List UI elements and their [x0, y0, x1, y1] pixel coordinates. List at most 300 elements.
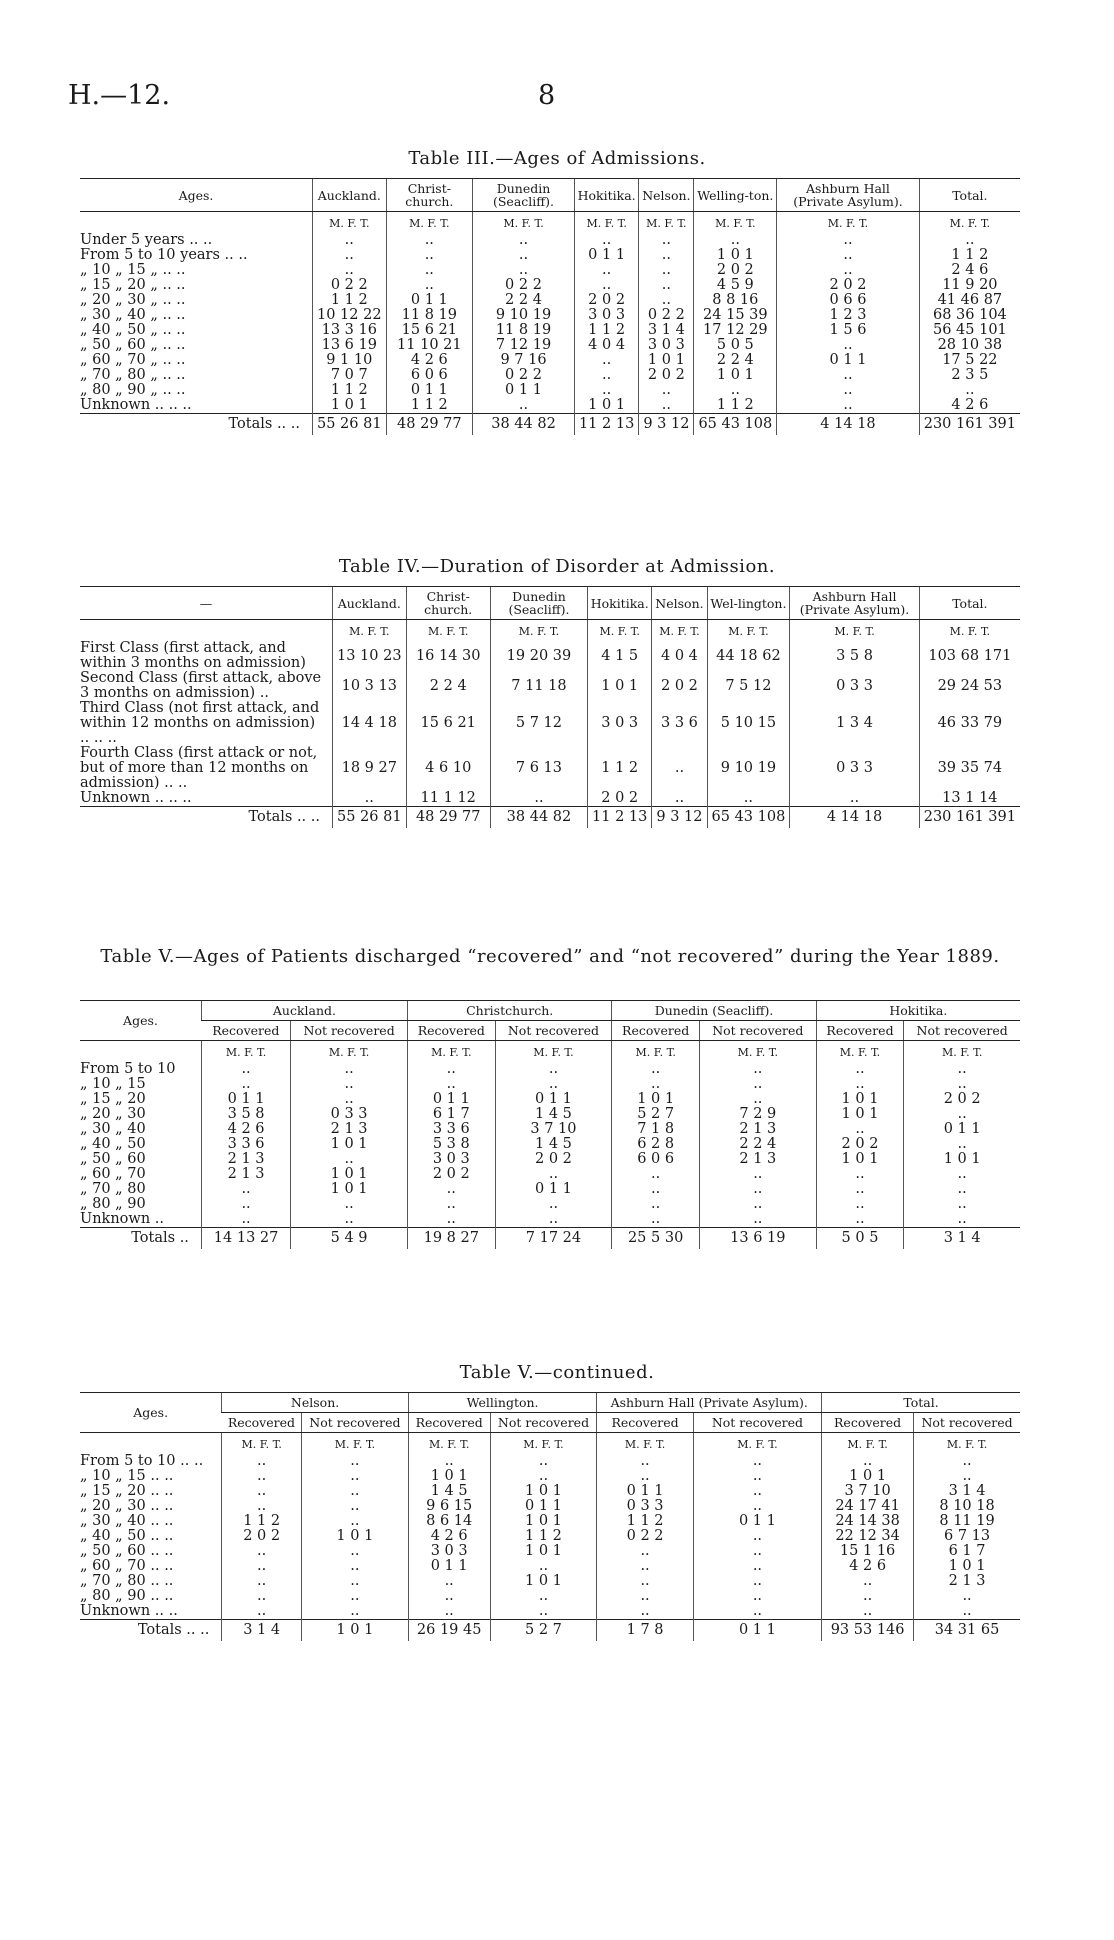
group-header: Ages.: [80, 1393, 222, 1433]
totals-label: Totals ..: [80, 1228, 201, 1250]
row-label: „ 20 „ 30 „ .. ..: [80, 292, 186, 308]
cell: ..: [693, 1454, 821, 1469]
cell: ..: [904, 1212, 1020, 1228]
cell: 0 3 3: [790, 671, 919, 701]
table5b-mft-row: [80, 1433, 1020, 1455]
cell: ..: [693, 1589, 821, 1604]
totals-cell: 65 43 108: [694, 414, 777, 436]
cell: ..: [699, 1182, 816, 1197]
cell: 1 1 2: [597, 1514, 693, 1529]
cell: 5 7 12: [490, 701, 587, 746]
sub-header: Not recovered: [291, 1021, 408, 1041]
cell: 1 4 5: [495, 1107, 612, 1122]
table4-title: Table IV.—Duration of Disorder at Admission.: [338, 556, 776, 577]
cell: ..: [301, 1589, 408, 1604]
cell: ..: [777, 368, 920, 383]
cell: 3 3 6: [652, 701, 707, 746]
cell: 4 2 6: [919, 398, 1020, 414]
cell: 7 0 7: [313, 368, 387, 383]
cell: ..: [597, 1604, 693, 1620]
cell: 1 0 1: [313, 398, 387, 414]
cell: ..: [473, 398, 575, 414]
cell: ..: [490, 1604, 597, 1620]
cell: ..: [574, 263, 638, 278]
row-label: Unknown .. ..: [80, 1603, 178, 1619]
totals-cell: 19 8 27: [407, 1228, 495, 1250]
table-row: [80, 1137, 1020, 1152]
group-header: Hokitika.: [816, 1001, 1020, 1021]
cell: ..: [301, 1559, 408, 1574]
cell: ..: [699, 1092, 816, 1107]
cell: ..: [222, 1574, 302, 1589]
mft-label: M. F. T.: [694, 212, 777, 234]
cell: 4 0 4: [574, 338, 638, 353]
cell: 2 0 2: [495, 1152, 612, 1167]
cell: 0 1 1: [408, 1559, 490, 1574]
cell: 0 1 1: [386, 383, 472, 398]
table-row: [80, 1107, 1020, 1122]
mft-label: M. F. T.: [597, 1433, 693, 1455]
cell: 1 0 1: [588, 671, 652, 701]
cell: ..: [301, 1454, 408, 1469]
cell: 1 0 1: [490, 1544, 597, 1559]
cell: ..: [919, 383, 1020, 398]
column-header: Dunedin (Seacliff).: [490, 587, 587, 620]
table-row: [80, 1574, 1020, 1589]
cell: ..: [612, 1197, 700, 1212]
cell: 9 10 19: [707, 746, 790, 791]
cell: 3 1 4: [639, 323, 694, 338]
cell: 28 10 38: [919, 338, 1020, 353]
cell: 2 1 3: [291, 1122, 408, 1137]
cell: 5 10 15: [707, 701, 790, 746]
cell: ..: [639, 398, 694, 414]
cell: ..: [816, 1122, 904, 1137]
cell: 0 1 1: [201, 1092, 290, 1107]
totals-cell: 1 0 1: [301, 1620, 408, 1642]
cell: ..: [914, 1454, 1020, 1469]
table-row: [80, 701, 1020, 746]
cell: 8 11 19: [914, 1514, 1020, 1529]
cell: 7 12 19: [473, 338, 575, 353]
cell: 2 2 4: [406, 671, 490, 701]
cell: ..: [222, 1484, 302, 1499]
cell: 19 20 39: [490, 641, 587, 671]
cell: 0 1 1: [495, 1182, 612, 1197]
mft-label: M. F. T.: [816, 1041, 904, 1063]
cell: 2 2 4: [473, 293, 575, 308]
cell: ..: [790, 791, 919, 807]
mft-label: M. F. T.: [707, 620, 790, 642]
cell: ..: [699, 1212, 816, 1228]
row-label: „ 50 „ 60 .. ..: [80, 1543, 174, 1559]
table-row: [80, 233, 1020, 248]
row-label: „ 80 „ 90 .. ..: [80, 1588, 174, 1604]
cell: 3 5 8: [201, 1107, 290, 1122]
cell: 8 8 16: [694, 293, 777, 308]
cell: ..: [904, 1197, 1020, 1212]
cell: ..: [904, 1167, 1020, 1182]
cell: ..: [777, 338, 920, 353]
cell: ..: [490, 1454, 597, 1469]
totals-cell: 5 0 5: [816, 1228, 904, 1250]
cell: 1 1 2: [313, 293, 387, 308]
cell: 1 0 1: [816, 1092, 904, 1107]
mft-label: M. F. T.: [919, 212, 1020, 234]
cell: ..: [313, 233, 387, 248]
cell: ..: [574, 278, 638, 293]
mft-label: M. F. T.: [914, 1433, 1020, 1455]
cell: ..: [904, 1077, 1020, 1092]
cell: ..: [693, 1529, 821, 1544]
cell: 9 1 10: [313, 353, 387, 368]
cell: ..: [386, 263, 472, 278]
sub-header: Recovered: [612, 1021, 700, 1041]
cell: ..: [639, 233, 694, 248]
column-header: Auckland.: [333, 587, 407, 620]
row-label: „ 10 „ 15 „ .. ..: [80, 262, 186, 278]
cell: 3 1 4: [914, 1484, 1020, 1499]
cell: 1 0 1: [490, 1514, 597, 1529]
cell: 0 1 1: [407, 1092, 495, 1107]
cell: 0 1 1: [597, 1484, 693, 1499]
cell: ..: [301, 1469, 408, 1484]
cell: 4 1 5: [588, 641, 652, 671]
row-label: „ 40 „ 50 „ .. ..: [80, 322, 186, 338]
cell: 1 0 1: [914, 1559, 1020, 1574]
cell: ..: [816, 1197, 904, 1212]
cell: ..: [301, 1514, 408, 1529]
cell: 0 2 2: [639, 308, 694, 323]
totals-cell: 25 5 30: [612, 1228, 700, 1250]
table-row: [80, 293, 1020, 308]
totals-cell: 93 53 146: [822, 1620, 914, 1642]
row-label: „ 15 „ 20 „ .. ..: [80, 277, 186, 293]
cell: ..: [699, 1197, 816, 1212]
cell: ..: [313, 248, 387, 263]
cell: ..: [408, 1589, 490, 1604]
cell: 56 45 101: [919, 323, 1020, 338]
page-id: H.—12.: [68, 80, 171, 111]
cell: 39 35 74: [919, 746, 1020, 791]
cell: 9 7 16: [473, 353, 575, 368]
table-row: [80, 368, 1020, 383]
cell: 2 2 4: [699, 1137, 816, 1152]
cell: 1 0 1: [639, 353, 694, 368]
cell: 16 14 30: [406, 641, 490, 671]
cell: 2 0 2: [816, 1137, 904, 1152]
row-label: Unknown .. .. ..: [80, 397, 192, 413]
table-row: [80, 1604, 1020, 1620]
cell: ..: [201, 1212, 290, 1228]
row-label: Unknown .. .. ..: [80, 790, 192, 806]
totals-cell: 13 6 19: [699, 1228, 816, 1250]
cell: 1 0 1: [408, 1469, 490, 1484]
cell: ..: [612, 1182, 700, 1197]
column-header: Auckland.: [313, 179, 387, 212]
mft-label: M. F. T.: [490, 1433, 597, 1455]
row-label: „ 60 „ 70 „ .. ..: [80, 352, 186, 368]
column-header: Christ-church.: [386, 179, 472, 212]
cell: 1 0 1: [490, 1574, 597, 1589]
table-row: [80, 263, 1020, 278]
cell: 0 2 2: [473, 368, 575, 383]
cell: 2 1 3: [699, 1152, 816, 1167]
table-row: [80, 1167, 1020, 1182]
cell: 15 6 21: [386, 323, 472, 338]
cell: 2 1 3: [201, 1152, 290, 1167]
mft-label: M. F. T.: [588, 620, 652, 642]
cell: 0 1 1: [693, 1514, 821, 1529]
cell: 11 1 12: [406, 791, 490, 807]
column-header: Nelson.: [639, 179, 694, 212]
cell: 1 0 1: [816, 1107, 904, 1122]
table-row: [80, 353, 1020, 368]
cell: 24 14 38: [822, 1514, 914, 1529]
cell: 0 6 6: [777, 293, 920, 308]
column-header: Ashburn Hall (Private Asylum).: [790, 587, 919, 620]
cell: 1 0 1: [574, 398, 638, 414]
mft-label: M. F. T.: [612, 1041, 700, 1063]
cell: 24 15 39: [694, 308, 777, 323]
mft-label: M. F. T.: [407, 1041, 495, 1063]
cell: ..: [693, 1559, 821, 1574]
sub-header: Not recovered: [495, 1021, 612, 1041]
cell: ..: [495, 1077, 612, 1092]
cell: 7 5 12: [707, 671, 790, 701]
cell: ..: [408, 1574, 490, 1589]
row-label: „ 20 „ 30 .. ..: [80, 1498, 174, 1514]
row-label: Third Class (not first attack, and within 12 months on admission) .. .. ..: [80, 700, 320, 746]
cell: 6 0 6: [386, 368, 472, 383]
totals-cell: 34 31 65: [914, 1620, 1020, 1642]
table-row: [80, 1499, 1020, 1514]
table-row: [80, 308, 1020, 323]
mft-label: M. F. T.: [495, 1041, 612, 1063]
cell: ..: [777, 248, 920, 263]
mft-label: M. F. T.: [652, 620, 707, 642]
totals-cell: 11 2 13: [574, 414, 638, 436]
cell: ..: [597, 1469, 693, 1484]
cell: 1 0 1: [301, 1529, 408, 1544]
group-header: Ages.: [80, 1001, 201, 1041]
cell: ..: [301, 1484, 408, 1499]
cell: 1 1 2: [313, 383, 387, 398]
cell: 6 1 7: [914, 1544, 1020, 1559]
cell: ..: [301, 1604, 408, 1620]
cell: 1 0 1: [694, 368, 777, 383]
cell: ..: [291, 1062, 408, 1077]
cell: 44 18 62: [707, 641, 790, 671]
column-header: Welling-ton.: [694, 179, 777, 212]
column-header: Total.: [919, 587, 1020, 620]
cell: 1 1 2: [919, 248, 1020, 263]
table5b: [80, 1392, 1020, 1641]
group-header: Dunedin (Seacliff).: [612, 1001, 816, 1021]
totals-cell: 3 1 4: [222, 1620, 302, 1642]
row-label: „ 40 „ 50: [80, 1136, 146, 1152]
cell: 3 0 3: [574, 308, 638, 323]
totals-cell: 38 44 82: [490, 807, 587, 829]
cell: ..: [201, 1077, 290, 1092]
cell: 3 0 3: [407, 1152, 495, 1167]
table-row: [80, 1197, 1020, 1212]
table-row: [80, 1529, 1020, 1544]
cell: 13 10 23: [333, 641, 407, 671]
cell: 2 0 2: [777, 278, 920, 293]
table-row: [80, 791, 1020, 807]
table4: [80, 586, 1020, 828]
cell: ..: [914, 1589, 1020, 1604]
totals-cell: 9 3 12: [639, 414, 694, 436]
cell: ..: [574, 233, 638, 248]
sub-header: Not recovered: [490, 1413, 597, 1433]
row-label: From 5 to 10 years .. ..: [80, 247, 248, 263]
totals-cell: 3 1 4: [904, 1228, 1020, 1250]
cell: 15 1 16: [822, 1544, 914, 1559]
group-header: Total.: [822, 1393, 1020, 1413]
cell: ..: [816, 1077, 904, 1092]
cell: ..: [222, 1469, 302, 1484]
table-row: [80, 641, 1020, 671]
mft-label: M. F. T.: [473, 212, 575, 234]
cell: ..: [407, 1212, 495, 1228]
row-label: „ 60 „ 70: [80, 1166, 146, 1182]
cell: ..: [291, 1092, 408, 1107]
cell: 3 0 3: [588, 701, 652, 746]
cell: ..: [777, 383, 920, 398]
column-header: Christ-church.: [406, 587, 490, 620]
cell: ..: [639, 293, 694, 308]
cell: 11 10 21: [386, 338, 472, 353]
sub-header: Recovered: [597, 1413, 693, 1433]
row-label: „ 70 „ 80 „ .. ..: [80, 367, 186, 383]
sub-header: Not recovered: [693, 1413, 821, 1433]
cell: 0 1 1: [386, 293, 472, 308]
cell: 1 1 2: [222, 1514, 302, 1529]
cell: ..: [597, 1559, 693, 1574]
cell: 1 5 6: [777, 323, 920, 338]
sub-header: Not recovered: [904, 1021, 1020, 1041]
mft-spacer: [80, 1433, 222, 1455]
mft-label: M. F. T.: [490, 620, 587, 642]
mft-label: M. F. T.: [699, 1041, 816, 1063]
cell: ..: [904, 1182, 1020, 1197]
cell: 5 0 5: [694, 338, 777, 353]
row-label: „ 20 „ 30: [80, 1106, 146, 1122]
cell: 8 6 14: [408, 1514, 490, 1529]
cell: 3 0 3: [408, 1544, 490, 1559]
cell: ..: [301, 1544, 408, 1559]
cell: 4 2 6: [386, 353, 472, 368]
cell: 6 7 13: [914, 1529, 1020, 1544]
cell: 24 17 41: [822, 1499, 914, 1514]
cell: ..: [490, 791, 587, 807]
cell: ..: [693, 1544, 821, 1559]
totals-cell: 230 161 391: [919, 807, 1020, 829]
page-number: 8: [538, 80, 556, 111]
cell: ..: [822, 1454, 914, 1469]
cell: ..: [222, 1604, 302, 1620]
row-label: Second Class (first attack, above 3 months on admission) ..: [80, 670, 322, 701]
cell: 4 0 4: [652, 641, 707, 671]
cell: ..: [816, 1062, 904, 1077]
cell: 4 2 6: [822, 1559, 914, 1574]
cell: ..: [597, 1574, 693, 1589]
totals-cell: 55 26 81: [313, 414, 387, 436]
cell: ..: [201, 1197, 290, 1212]
totals-cell: 14 13 27: [201, 1228, 290, 1250]
totals-row: [80, 414, 1020, 436]
table-row: [80, 278, 1020, 293]
totals-label: Totals .. ..: [80, 1620, 222, 1642]
column-header: Ashburn Hall (Private Asylum).: [777, 179, 920, 212]
row-label: „ 15 „ 20: [80, 1091, 146, 1107]
cell: 11 9 20: [919, 278, 1020, 293]
mft-label: M. F. T.: [301, 1433, 408, 1455]
row-label: „ 30 „ 40 .. ..: [80, 1513, 174, 1529]
totals-cell: 1 7 8: [597, 1620, 693, 1642]
cell: ..: [473, 248, 575, 263]
cell: ..: [612, 1212, 700, 1228]
totals-cell: 48 29 77: [406, 807, 490, 829]
cell: 68 36 104: [919, 308, 1020, 323]
cell: ..: [639, 263, 694, 278]
cell: 22 12 34: [822, 1529, 914, 1544]
mft-label: M. F. T.: [201, 1041, 290, 1063]
sub-header: Recovered: [407, 1021, 495, 1041]
column-header: Hokitika.: [588, 587, 652, 620]
totals-cell: 9 3 12: [652, 807, 707, 829]
cell: 18 9 27: [333, 746, 407, 791]
sub-header: Recovered: [816, 1021, 904, 1041]
cell: 2 1 3: [699, 1122, 816, 1137]
table3-mft-row: [80, 212, 1020, 234]
cell: ..: [222, 1559, 302, 1574]
totals-label: Totals .. ..: [80, 807, 333, 829]
cell: ..: [301, 1499, 408, 1514]
totals-cell: 5 2 7: [490, 1620, 597, 1642]
row-label: „ 30 „ 40 „ .. ..: [80, 307, 186, 323]
table-row: [80, 1212, 1020, 1228]
mft-label: M. F. T.: [408, 1433, 490, 1455]
cell: ..: [222, 1589, 302, 1604]
cell: 6 2 8: [612, 1137, 700, 1152]
cell: ..: [652, 791, 707, 807]
row-label: „ 80 „ 90 „ .. ..: [80, 382, 186, 398]
totals-cell: 230 161 391: [919, 414, 1020, 436]
table3: [80, 178, 1020, 435]
cell: 1 3 4: [790, 701, 919, 746]
table-row: [80, 1062, 1020, 1077]
sub-header: Recovered: [408, 1413, 490, 1433]
cell: 1 1 2: [386, 398, 472, 414]
cell: ..: [407, 1077, 495, 1092]
cell: ..: [313, 263, 387, 278]
table-row: [80, 1152, 1020, 1167]
table-row: [80, 746, 1020, 791]
cell: 2 0 2: [904, 1092, 1020, 1107]
row-label: „ 70 „ 80: [80, 1181, 146, 1197]
cell: ..: [693, 1469, 821, 1484]
cell: 1 0 1: [490, 1484, 597, 1499]
cell: ..: [904, 1107, 1020, 1122]
table3-title: Table III.—Ages of Admissions.: [408, 148, 706, 169]
mft-label: M. F. T.: [822, 1433, 914, 1455]
cell: 4 6 10: [406, 746, 490, 791]
page-header: [68, 80, 988, 120]
table5b-title: Table V.—continued.: [459, 1362, 655, 1383]
